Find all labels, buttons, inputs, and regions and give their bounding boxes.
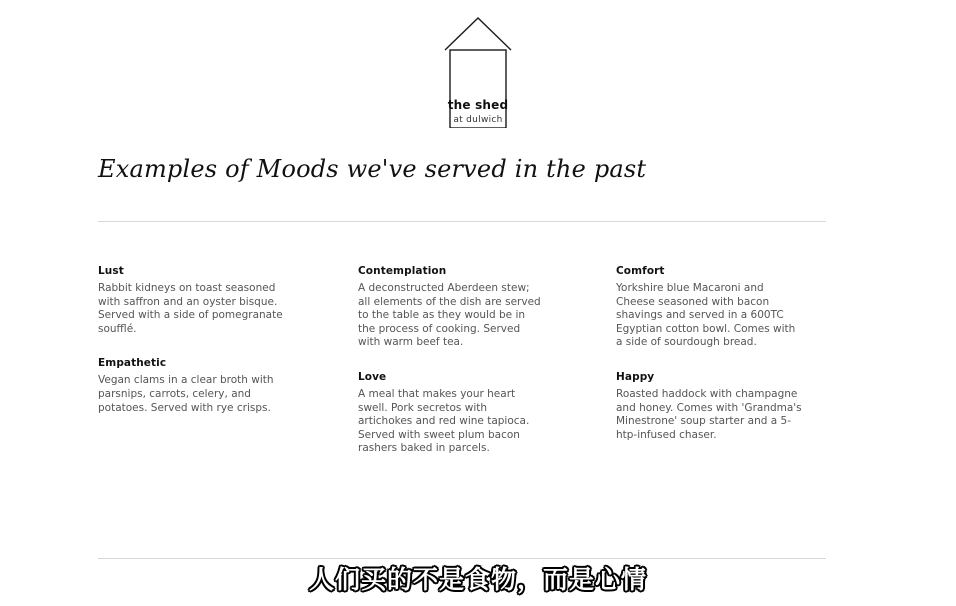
page-title: Examples of Moods we've served in the past xyxy=(98,155,647,183)
mood-column xyxy=(98,265,358,477)
video-subtitle: 人们买的不是食物，而是心情 xyxy=(308,565,647,594)
mood-column xyxy=(616,265,826,477)
mood-description: Vegan clams in a clear broth with parsnips, carrots, celery, and potatoes. Served with rye crisps. xyxy=(98,374,274,414)
divider-top xyxy=(98,221,826,222)
logo-block xyxy=(0,10,956,128)
logo-subtitle: at dulwich xyxy=(453,115,503,125)
mood-title: Contemplation xyxy=(358,265,447,277)
mood-title: Empathetic xyxy=(98,357,167,370)
mood-title: Lust xyxy=(98,265,124,277)
mood-entry xyxy=(358,265,616,350)
divider-bottom xyxy=(98,558,826,559)
mood-description: Roasted haddock with champagne and honey. Comes with 'Grandma's Minestrone' soup starter and a 5-htp-infused chaser. xyxy=(616,387,802,441)
mood-entry xyxy=(616,265,826,350)
mood-entry xyxy=(98,357,358,415)
mood-description: Yorkshire blue Macaroni and Cheese seasoned with bacon shavings and served in a 600TC Egyptian cotton bowl. Comes with a side of sourdough bread. xyxy=(616,282,796,349)
mood-columns xyxy=(98,265,826,477)
mood-title: Happy xyxy=(616,370,655,383)
mood-description: Rabbit kidneys on toast seasoned with saffron and an oyster bisque. Served with a side of pomegranate soufflé. xyxy=(98,282,283,335)
logo-name: the shed xyxy=(447,98,509,112)
mood-description: A deconstructed Aberdeen stew; all elements of the dish are served to the table as they would be in the process of cooking. Served with warm beef tea. xyxy=(358,282,541,349)
site-logo xyxy=(439,10,517,128)
mood-entry xyxy=(358,371,616,456)
mood-description: A meal that makes your heart swell. Pork secretos with artichokes and red wine tapioca. Served with sweet plum bacon rashers baked in parcels. xyxy=(358,387,530,455)
mood-title: Comfort xyxy=(616,265,665,277)
mood-entry xyxy=(616,371,826,442)
mood-column xyxy=(358,265,616,477)
mood-entry xyxy=(98,265,358,336)
mood-title: Love xyxy=(358,370,387,383)
